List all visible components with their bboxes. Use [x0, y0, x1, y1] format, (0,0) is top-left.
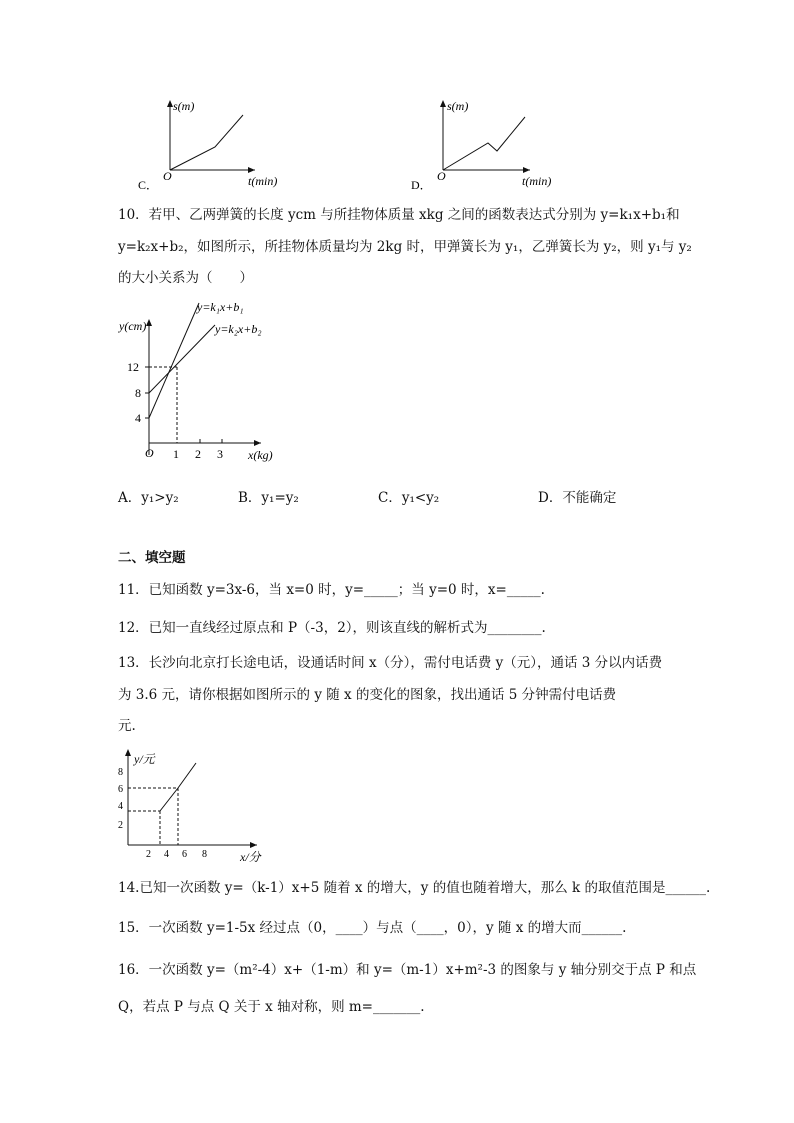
- q13-xlabel: x/分: [240, 850, 261, 864]
- q16-line2: Q，若点 P 与点 Q 关于 x 轴对称，则 m=_______.: [118, 999, 425, 1015]
- graph-d-t-label: t(min): [522, 174, 552, 188]
- q13-xtick-8: 8: [202, 849, 207, 860]
- graph-d-origin: O: [437, 169, 446, 183]
- q10-option-b: B．y₁=y₂: [238, 490, 299, 506]
- graph-c-origin: O: [163, 169, 172, 183]
- q12: 12．已知一直线经过原点和 P（-3，2），则该直线的解析式为________.: [118, 620, 546, 636]
- q10-origin: O: [145, 446, 154, 460]
- graph-d: [405, 95, 575, 195]
- q10-ytick-12: 12: [127, 360, 139, 374]
- graph-d-s-label: s(m): [447, 99, 469, 113]
- q10-line2: y=k₂x+b₂，如图所示，所挂物体质量均为 2kg 时，甲弹簧长为 y₁，乙弹簧长为 y₂，则 y₁与 y₂: [118, 239, 692, 255]
- graph-c: [130, 95, 300, 195]
- q10-xtick-1: 1: [173, 447, 179, 461]
- q11: 11．已知函数 y=3x-6，当 x=0 时，y=_____；当 y=0 时，x=_____.: [118, 582, 545, 598]
- q10-option-c: C．y₁<y₂: [378, 490, 440, 506]
- graph-c-option: C．: [138, 178, 159, 192]
- q10-xlabel: x(kg): [248, 448, 273, 462]
- q10-graph: [115, 295, 295, 465]
- q13-ytick-2: 2: [118, 820, 123, 831]
- q14: 14.已知一次函数 y=（k-1）x+5 随着 x 的增大，y 的值也随着增大，那么 k 的取值范围是______.: [118, 880, 711, 896]
- graph-d-option: D．: [411, 178, 432, 192]
- q13-xtick-2: 2: [146, 849, 151, 860]
- q13-ytick-6: 6: [118, 784, 123, 795]
- q10-ylabel: y(cm): [119, 319, 147, 333]
- section-title: 二、填空题: [118, 550, 186, 566]
- q10-xtick-2: 2: [195, 447, 201, 461]
- q13-xtick-4: 4: [164, 849, 169, 860]
- q10-line3: 的大小关系为（ ）: [118, 270, 253, 286]
- q13-ylabel: y/元: [134, 752, 155, 766]
- q13-ytick-4: 4: [118, 801, 123, 812]
- graph-c-s-label: s(m): [173, 99, 195, 113]
- q10-ytick-4: 4: [135, 411, 141, 425]
- q13-ytick-8: 8: [118, 767, 123, 778]
- q13-xtick-6: 6: [182, 849, 187, 860]
- graph-c-svg: [130, 95, 300, 195]
- q10-line2-label: y=k₂x+b₂: [215, 322, 262, 336]
- q13-graph-svg: [112, 745, 282, 865]
- q10-option-a: A．y₁>y₂: [118, 490, 179, 506]
- q10-graph-svg: [115, 295, 295, 465]
- graph-d-svg: [405, 95, 575, 195]
- q10-line1-label: y=k₁x+b₁: [197, 300, 244, 314]
- q13-line2: 为 3.6 元，请你根据如图所示的 y 随 x 的变化的图象，找出通话 5 分钟需付电话费: [118, 687, 617, 703]
- q10-xtick-3: 3: [217, 447, 223, 461]
- graph-c-t-label: t(min): [248, 174, 278, 188]
- q13-line3: 元.: [118, 718, 136, 734]
- q10-line1: 10．若甲、乙两弹簧的长度 ycm 与所挂物体质量 xkg 之间的函数表达式分别为 y=k₁x+b₁和: [118, 207, 680, 223]
- q15: 15．一次函数 y=1-5x 经过点（0，____）与点（____，0），y 随 x 的增大而______.: [118, 920, 627, 936]
- q10-option-d: D．不能确定: [538, 490, 617, 506]
- q10-ytick-8: 8: [135, 386, 141, 400]
- q13-line1: 13．长沙向北京打长途电话，设通话时间 x（分），需付电话费 y（元），通话 3 分以内话费: [118, 655, 663, 671]
- q16-line1: 16．一次函数 y=（m²-4）x+（1-m）和 y=（m-1）x+m²-3 的图象与 y 轴分别交于点 P 和点: [118, 962, 697, 978]
- q13-graph: [112, 745, 282, 865]
